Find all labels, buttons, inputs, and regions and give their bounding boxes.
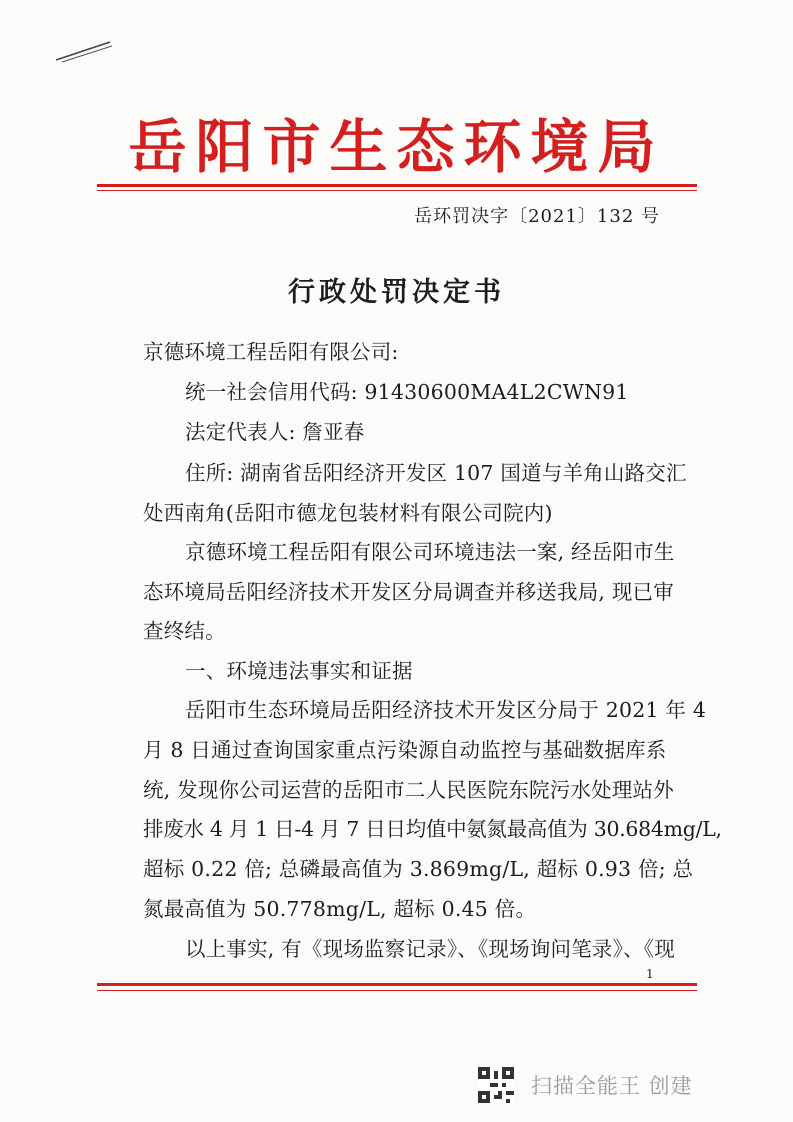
body-line: 态环境局岳阳经济技术开发区分局调查并移送我局, 现已审 [143, 580, 674, 604]
body-line: 京德环境工程岳阳有限公司: [143, 340, 399, 364]
header-red-rule-thick [97, 184, 697, 187]
page-number: 1 [646, 967, 654, 981]
document-number: 岳环罚决字〔2021〕132 号 [414, 206, 660, 227]
agency-header-title: 岳阳市生态环境局 [128, 113, 665, 181]
body-line: 处西南角(岳阳市德龙包装材料有限公司院内) [143, 501, 553, 525]
body-line: 氮最高值为 50.778mg/L, 超标 0.45 倍。 [143, 897, 537, 921]
body-line: 京德环境工程岳阳有限公司环境违法一案, 经岳阳市生 [185, 540, 675, 564]
body-line: 查终结。 [143, 619, 226, 643]
section-heading: 一、环境违法事实和证据 [185, 659, 413, 683]
body-line: 住所: 湖南省岳阳经济开发区 107 国道与羊角山路交汇 [185, 461, 687, 485]
body-line: 以上事实, 有《现场监察记录》、《现场询问笔录》、《现 [185, 937, 675, 961]
footer-red-rule-thick [97, 983, 697, 986]
scanner-watermark: 扫描全能王 创建 [531, 1074, 693, 1098]
footer-red-rule-thin [97, 990, 697, 991]
document-heading: 行政处罚决定书 [288, 277, 505, 308]
body-line: 统一社会信用代码: 91430600MA4L2CWN91 [185, 380, 629, 404]
body-line: 岳阳市生态环境局岳阳经济技术开发区分局于 2021 年 4 [185, 698, 707, 722]
body-line: 法定代表人: 詹亚春 [185, 420, 365, 444]
pen-stroke-mark [52, 38, 114, 64]
body-line: 超标 0.22 倍; 总磷最高值为 3.869mg/L, 超标 0.93 倍; 总 [143, 857, 694, 881]
body-line: 月 8 日通过查询国家重点污染源自动监控与基础数据库系 [143, 738, 667, 762]
body-line: 排废水 4 月 1 日-4 月 7 日日均值中氨氮最高值为 30.684mg/L, [143, 817, 722, 841]
header-red-rule-thin [97, 190, 697, 191]
qr-code-icon [478, 1067, 514, 1103]
body-line: 统, 发现你公司运营的岳阳市二人民医院东院污水处理站外 [143, 778, 674, 802]
